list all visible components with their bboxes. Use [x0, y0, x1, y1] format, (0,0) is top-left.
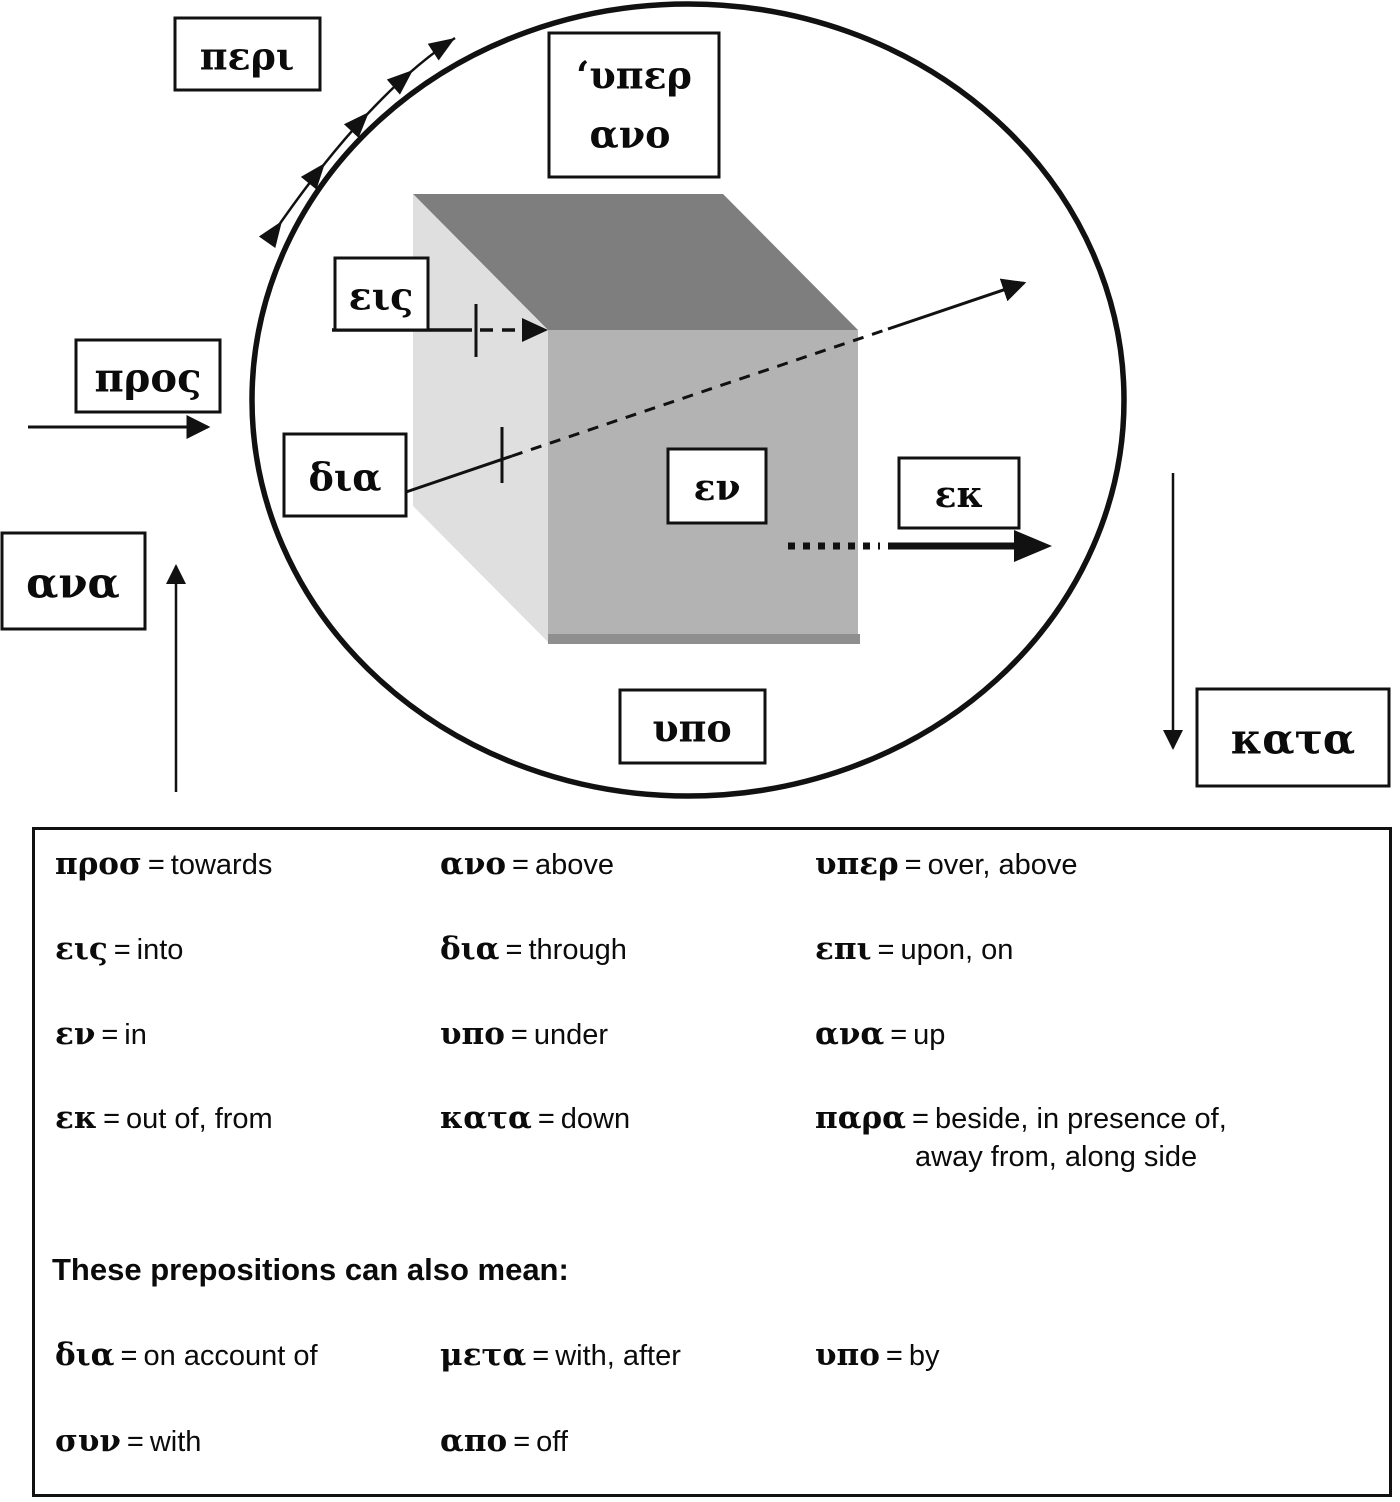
- label-box-dia: [284, 434, 406, 516]
- greek-term: κατα: [440, 1100, 532, 1136]
- equals-sign: =: [532, 1340, 550, 1372]
- cube-base-edge: [548, 634, 860, 644]
- svg-text:ανο: ανο: [589, 111, 671, 157]
- legend-entry: [815, 1100, 1227, 1136]
- equals-sign: =: [512, 849, 529, 881]
- label-box-peri: [175, 18, 320, 90]
- greek-term: συν: [55, 1423, 121, 1459]
- greek-term: εκ: [55, 1100, 98, 1136]
- equals-sign: =: [101, 1019, 119, 1051]
- meaning: upon, on: [900, 934, 1014, 966]
- greek-term: εις: [55, 931, 108, 967]
- greek-term: ανο: [440, 846, 507, 882]
- equals-sign: =: [904, 849, 922, 881]
- greek-term: παρα: [815, 1100, 907, 1136]
- svg-text:ανα: ανα: [26, 558, 120, 608]
- meaning: above: [534, 849, 614, 881]
- meaning: with: [149, 1426, 202, 1458]
- greek-term: ανα: [815, 1016, 885, 1052]
- legend-entry: [815, 1337, 939, 1373]
- meaning: by: [908, 1340, 940, 1372]
- greek-term: υπο: [440, 1016, 505, 1052]
- equals-sign: =: [103, 1103, 121, 1135]
- label-box-eis: [335, 258, 428, 330]
- equals-sign: =: [113, 934, 131, 966]
- greek-term: δια: [55, 1337, 115, 1373]
- meaning: over, above: [927, 849, 1078, 881]
- also-mean-heading: These prepositions can also mean:: [52, 1252, 569, 1287]
- legend-entry: [440, 1337, 681, 1373]
- equals-sign: =: [505, 934, 523, 966]
- equals-sign: =: [126, 1426, 144, 1458]
- equals-sign: =: [912, 1103, 929, 1135]
- svg-text:υπο: υπο: [652, 705, 732, 751]
- legend-entry: [815, 1016, 945, 1052]
- label-box-en: [668, 449, 766, 523]
- label-box-pros: [76, 340, 220, 412]
- meaning: beside, in presence of,: [934, 1103, 1227, 1135]
- meaning: off: [536, 1426, 568, 1458]
- greek-term: επι: [815, 931, 872, 967]
- legend-entry: [55, 1337, 318, 1373]
- greek-term: εν: [55, 1016, 96, 1052]
- legend-entry: [440, 1423, 568, 1459]
- greek-term: απο: [440, 1423, 508, 1459]
- para-meaning-line2: away from, along side: [915, 1141, 1198, 1173]
- meaning: towards: [170, 849, 273, 881]
- legend-entry: [55, 846, 272, 882]
- equals-sign: =: [513, 1426, 531, 1458]
- greek-term: δια: [440, 931, 500, 967]
- equals-sign: =: [510, 1019, 528, 1051]
- svg-text:δια: δια: [308, 454, 382, 500]
- cube: [413, 194, 860, 644]
- equals-sign: =: [890, 1019, 908, 1051]
- svg-text:εκ: εκ: [934, 474, 984, 516]
- meaning: through: [528, 934, 627, 966]
- legend-entry: [440, 1100, 630, 1136]
- label-box-kata: [1197, 689, 1389, 786]
- meaning: with, after: [555, 1340, 681, 1372]
- equals-sign: =: [537, 1103, 555, 1135]
- svg-text:προς: προς: [94, 354, 202, 402]
- meaning: under: [533, 1019, 608, 1051]
- label-box-ana: [2, 533, 145, 629]
- meaning: on account of: [143, 1340, 318, 1372]
- legend-entry: [440, 846, 614, 882]
- svg-text:κατα: κατα: [1230, 714, 1356, 764]
- greek-term: μετα: [440, 1337, 527, 1373]
- label-box-hupo: [620, 690, 765, 763]
- equals-sign: =: [120, 1340, 138, 1372]
- greek-term: υπερ: [815, 846, 899, 882]
- meaning: up: [913, 1019, 946, 1051]
- equals-sign: =: [885, 1340, 903, 1372]
- legend-entry: [440, 1016, 608, 1052]
- legend-entry: [55, 1016, 147, 1052]
- svg-text:περι: περι: [199, 33, 295, 79]
- svg-text:εις: εις: [348, 273, 414, 319]
- meaning: into: [136, 934, 184, 966]
- legend-entry: [55, 1423, 201, 1459]
- legend-entry: [815, 931, 1013, 967]
- svg-text:εν: εν: [693, 467, 741, 509]
- label-box-huper-ano: [549, 33, 719, 177]
- greek-term: προσ: [55, 846, 142, 882]
- meaning: down: [560, 1103, 631, 1135]
- equals-sign: =: [147, 849, 165, 881]
- meaning: in: [124, 1019, 147, 1051]
- label-box-ek: [899, 458, 1019, 528]
- legend-entry: [55, 931, 183, 967]
- legend-entry: [815, 846, 1078, 882]
- equals-sign: =: [877, 934, 895, 966]
- svg-text:ʻυπερ: ʻυπερ: [576, 52, 692, 98]
- meaning: out of, from: [126, 1103, 273, 1135]
- greek-term: υπο: [815, 1337, 880, 1373]
- legend-entry: [440, 931, 627, 967]
- legend-entry: [55, 1100, 273, 1136]
